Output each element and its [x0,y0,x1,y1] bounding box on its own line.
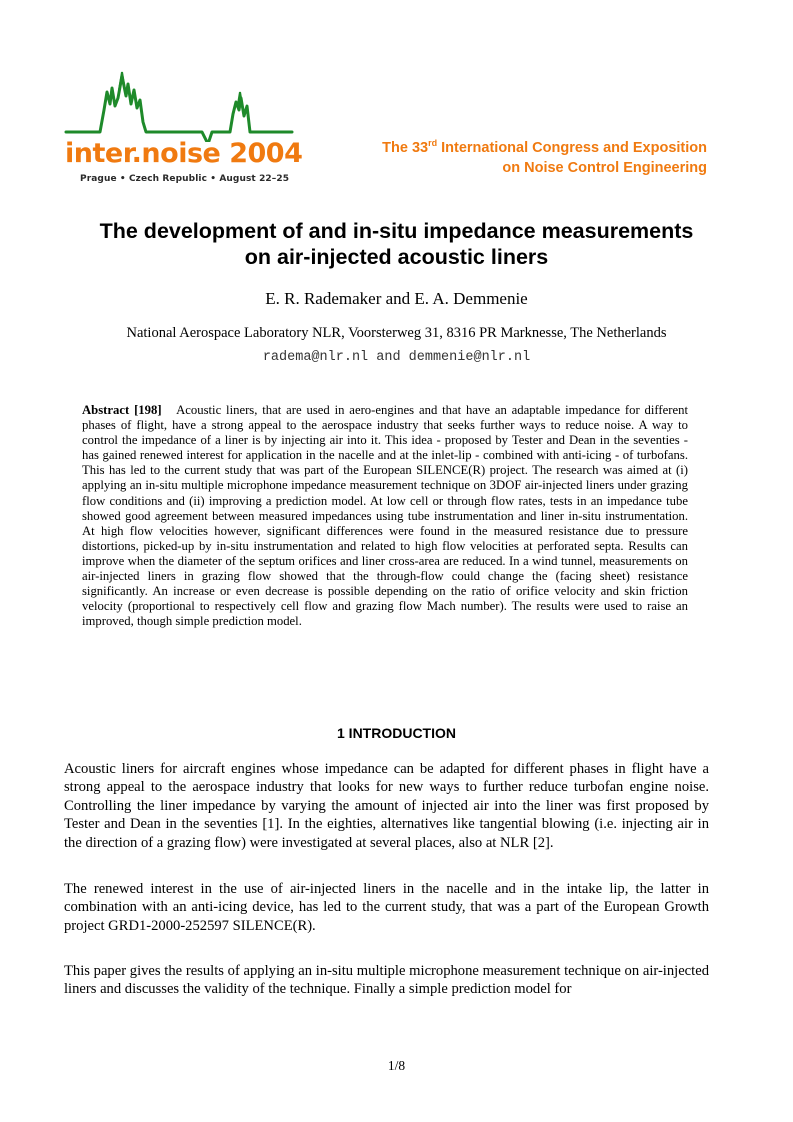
conference-line-1: The 33rd International Congress and Exposition [382,138,707,156]
abstract-label: Abstract [198] [82,403,162,417]
intro-paragraph-2: The renewed interest in the use of air-injected liners in the nacelle and in the intake lip, the latter in combination with an anti-icing device, has led to the current study, that was a part of the European Growth project GRD1-2000-252597 SILENCE(R). [64,881,709,934]
inter-noise-logo [62,70,303,192]
section-heading: 1 INTRODUCTION [337,725,456,741]
paper-title [40,218,753,270]
abstract [82,403,688,629]
abstract-text: Acoustic liners, that are used in aero-engines and that have an adaptable impedance for different phases of flight, have a strong appeal to the aerospace industry that seeks further ways to reduce noise. A way to control the impedance of a liner is by injecting air into it. This idea - proposed by Tester and Dean in the seventies - has gained renewed interest for application in the nacelle and at the inlet-lip - combined with anti-icing - of turbofans. This has led to the current study that was part of the European SILENCE(R) project. The research was aimed at (i) applying an in-situ multiple microphone impedance measurement technique on 3DOF air-injected liners under grazing flow conditions and (ii) improving a prediction model. At low cell or through flow rates, tests in an impedance tube showed good agreement between measured impedances using tube instrumentation and liner in-situ instrumentation. At high flow velocities however, significant differences were found in the measured resistance due to pressure distortions, picked-up by in-situ instrumentation and related to high flow velocities at perforated septa. Results can improve when the diameter of the septum orifices and liner cross-area are reduced. In a wind tunnel, measurements on air-injected liners in grazing flow showed that the through-flow could change the (facing sheet) resistance significantly. An increase or even decrease is possible depending on the ratio of orifice velocity and skin friction velocity (proportional to respectively cell flow and grazing flow Mach number). The results were used to raise an improved, though simple prediction model. [82,403,688,629]
affiliation: National Aerospace Laboratory NLR, Voorsterweg 31, 8316 PR Marknesse, The Netherlands [126,325,667,341]
intro-paragraph-3: This paper gives the results of applying an in-situ multiple microphone measurement technique on air-injected liners and discusses the validity of the technique. Finally a simple prediction model for [64,963,709,998]
conference-title [382,138,707,178]
conference-line-2: on Noise Control Engineering [502,160,707,176]
email-addresses: radema@nlr.nl and demmenie@nlr.nl [262,350,531,365]
logo-wordmark: inter.noise 2004 [65,138,303,169]
prague-skyline-icon [62,70,298,142]
title-line-1: The development of and in-situ impedance measurements [99,219,694,243]
logo-tagline: Prague • Czech Republic • August 22–25 [80,174,290,184]
title-line-2: on air-injected acoustic liners [244,245,549,269]
page-number: 1/8 [387,1058,406,1073]
intro-paragraph-1: Acoustic liners for aircraft engines whose impedance can be adapted for different phases in flight have a strong appeal to the aerospace industry that looks for new ways to further reduce turbofan engine noise. Controlling the liner impedance by varying the amount of injected air into the liner was first proposed by Tester and Dean in the seventies [1]. In the eighties, alternatives like tangential blowing (i.e. injecting air in the direction of a grazing flow) were investigated at several places, also at NLR [2]. [64,761,709,851]
authors: E. R. Rademaker and E. A. Demmenie [265,289,528,308]
